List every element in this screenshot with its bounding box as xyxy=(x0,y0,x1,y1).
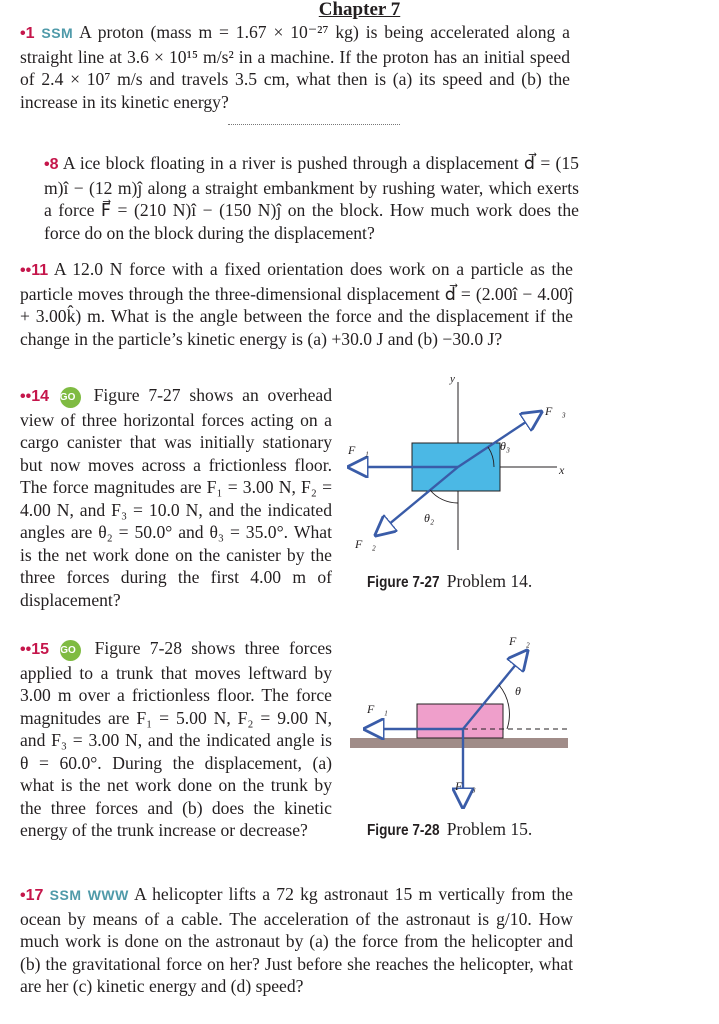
label-f2: F⃗₂ xyxy=(509,634,530,648)
ssm-badge: SSM xyxy=(41,25,74,41)
problem-text: Figure 7-28 shows three forces applied to a trunk that moves leftward by 3.00 m over a frictionless floor. The force magnitudes are F₁ = 5.00 N, F₂ = 9.00 N, and F₃ = 3.00 N, and the indicated angle is θ = 60.0°. During the displacement, (a) what is the net work done on the trunk by the three forces and (b) does the kinetic energy of the trunk increase or decrease? xyxy=(20,638,332,840)
label-theta3: θ₃ xyxy=(500,439,511,453)
problem-text: Figure 7-27 shows an overhead view of three horizontal forces acting on a cargo canister that was initially stationary but now moves across a frictionless floor. The force magnitudes are F₁ = 3.00 N, F₂ = 4.00 N, and F₃ = 10.0 N, and the indicated angles are θ₂ = 50.0° and θ₃ = 35.0°. What is the net work done on the canister by the three forces during the first 4.00 m of displacement? xyxy=(20,385,332,610)
figure-7-27-caption xyxy=(367,571,532,592)
chapter-title: Chapter 7 xyxy=(318,0,401,20)
go-badge: GO xyxy=(60,640,81,661)
cut-mark xyxy=(228,124,400,125)
label-theta: θ xyxy=(515,684,521,698)
y-axis-label: y xyxy=(450,373,455,385)
problem-14 xyxy=(20,384,332,611)
www-badge: WWW xyxy=(87,887,129,903)
figure-label: Figure 7-27 xyxy=(367,574,440,591)
go-badge: GO xyxy=(60,387,81,408)
problem-number: •8 xyxy=(44,156,59,173)
label-f1: F⃗₁ xyxy=(367,702,388,716)
figure-caption: Problem 14. xyxy=(446,571,533,591)
problem-text: A proton (mass m = 1.67 × 10⁻²⁷ kg) is being accelerated along a straight line at 3.6 × 10¹⁵ m/s² in a machine. If the proton has an initial speed of 2.4 × 10⁷ m/s and travels 3.5 cm, what then is (a) its speed and (b) the increase in its kinetic energy? xyxy=(20,22,570,112)
problem-number: ••11 xyxy=(20,262,49,279)
problem-15 xyxy=(20,637,332,842)
label-f3: F⃗₃ xyxy=(455,779,476,793)
problem-17 xyxy=(20,883,573,998)
label-f3: F⃗₃ xyxy=(545,404,566,418)
x-axis-label: x xyxy=(559,463,565,477)
label-theta2: θ₂ xyxy=(424,511,435,525)
problem-number: ••15 xyxy=(20,641,49,658)
label-f2: F⃗₂ xyxy=(355,537,376,551)
figure-caption: Problem 15. xyxy=(446,819,533,839)
figure-7-28 xyxy=(345,625,575,810)
angle-arc-theta2 xyxy=(430,490,458,503)
trunk xyxy=(417,704,503,738)
problem-number: ••14 xyxy=(20,388,49,405)
problem-number: •1 xyxy=(20,25,35,42)
figure-7-27 xyxy=(345,370,575,560)
figure-label: Figure 7-28 xyxy=(367,822,440,839)
figure-7-28-caption xyxy=(367,819,532,840)
problem-1 xyxy=(20,21,570,113)
ssm-badge: SSM xyxy=(49,887,82,903)
label-f1: F⃗₁ xyxy=(348,443,369,457)
floor xyxy=(350,738,568,748)
problem-text: A 12.0 N force with a fixed orientation does work on a particle as the particle moves through the three-dimensional displacement d⃗ = (2.00î − 4.00ĵ + 3.00k̂) m. What is the angle between the force and the displacement if the change in the particle’s kinetic energy is (a) +30.0 J and (b) −30.0 J? xyxy=(20,259,573,349)
problem-text: A helicopter lifts a 72 kg astronaut 15 m vertically from the ocean by means of a cable. The acceleration of the astronaut is g/10. How much work is done on the astronaut by (a) the force from the helicopter and (b) the gravitational force on her? Just before she reaches the helicopter, what are her (c) kinetic energy and (d) speed? xyxy=(20,884,573,996)
problem-number: •17 xyxy=(20,887,44,904)
problem-8 xyxy=(44,152,579,244)
problem-text: A ice block floating in a river is pushed through a displacement d⃗ = (15 m)î − (12 m)ĵ along a straight embankment by rushing water, which exerts a force F⃗ = (210 N)î − (150 N)ĵ on the block. How much work does the force do on the block during the displacement? xyxy=(44,153,579,243)
problem-11 xyxy=(20,258,573,350)
